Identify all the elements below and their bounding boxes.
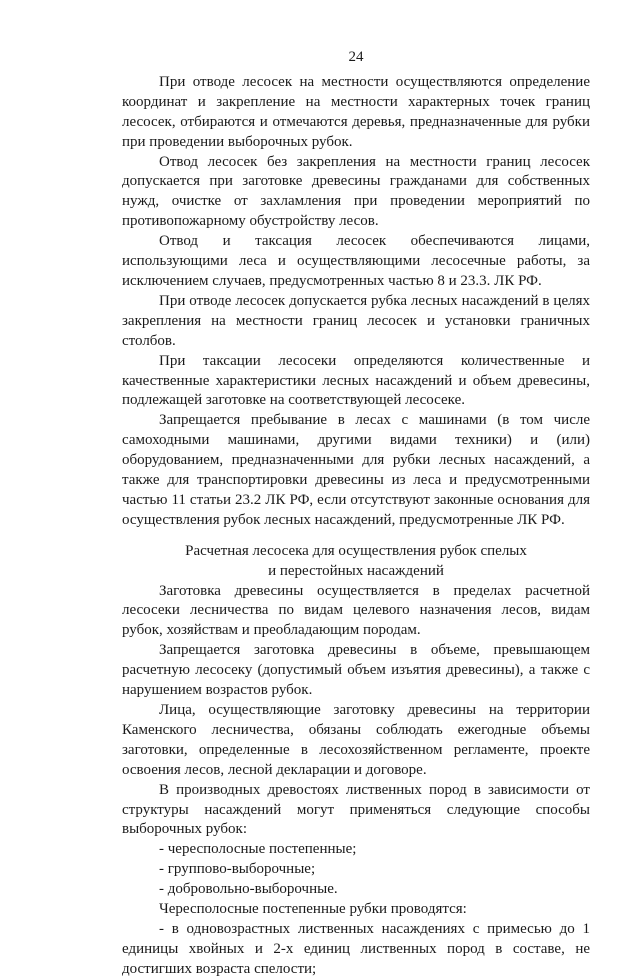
page-number: 24 [348, 49, 364, 65]
list-item: - группово-выборочные; [159, 861, 316, 878]
list-item: - в одновозрастных лиственных насаждениях с примесью до 1 единицы хвойных и 2-х единиц лиственных пород в составе, не достигших возраста спелости; [122, 920, 590, 977]
paragraph: Лица, осуществляющие заготовку древесины на территории Каменского лесничества, обязаны соблюдать ежегодные объемы заготовки, определенные в лесохозяйственном регламенте, проекте освоения лесов, лесной декларации и договоре. [122, 702, 590, 778]
paragraph: Запрещается пребывание в лесах с машинами (в том числе самоходными машинами, другими видами техники) и (или) оборудованием, предназначенными для рубки лесных насаждений, а также для транспортировки древесины из леса и предусмотренными частью 11 статьи 23.2 ЛК РФ, если отсутствуют законные основания для осуществления рубок лесных насаждений, предусмотренные ЛК РФ. [122, 412, 590, 528]
section-heading-line: и перестойных насаждений [268, 562, 444, 579]
paragraph: Отвод лесосек без закрепления на местности границ лесосек допускается при заготовке древесины гражданами для собственных нужд, очистке от захламления при проведении мероприятий по противопожарному обустройству лесов. [122, 153, 590, 230]
paragraph: В производных древостоях лиственных пород в зависимости от структуры насаждений могут применяться следующие способы выборочных рубок: [122, 781, 590, 838]
section-heading-line: Расчетная лесосека для осуществления рубок спелых [185, 542, 527, 559]
list-item: - добровольно-выборочные. [159, 881, 338, 898]
paragraph: При таксации лесосеки определяются количественные и качественные характеристики лесных насаждений и объем древесины, подлежащей заготовке на соответствующей лесосеке. [122, 352, 590, 409]
list-item: - чересполосные постепенные; [159, 841, 357, 858]
section-heading [122, 542, 590, 582]
paragraph: Заготовка древесины осуществляется в пределах расчетной лесосеки лесничества по видам целевого назначения лесов, видам рубок, хозяйствам и преобладающим породам. [122, 582, 590, 639]
paragraph: Запрещается заготовка древесины в объеме, превышающем расчетную лесосеку (допустимый объем изъятия древесины), а также с нарушением возрастов рубок. [122, 642, 590, 699]
paragraph: При отводе лесосек на местности осуществляются определение координат и закрепление на местности характерных точек границ лесосек, отбираются и отмечаются деревья, предназначенные для рубки при проведении выборочных рубок. [122, 73, 590, 150]
document-page [122, 48, 590, 980]
paragraph: Чересполосные постепенные рубки проводятся: [159, 901, 467, 918]
paragraph: При отводе лесосек допускается рубка лесных насаждений в целях закрепления на местности границ лесосек и установки граничных столбов. [122, 292, 590, 349]
paragraph: Отвод и таксация лесосек обеспечиваются лицами, использующими леса и осуществляющими лесосечные работы, за исключением случаев, предусмотренных частью 8 и 23.3. ЛК РФ. [122, 233, 590, 289]
